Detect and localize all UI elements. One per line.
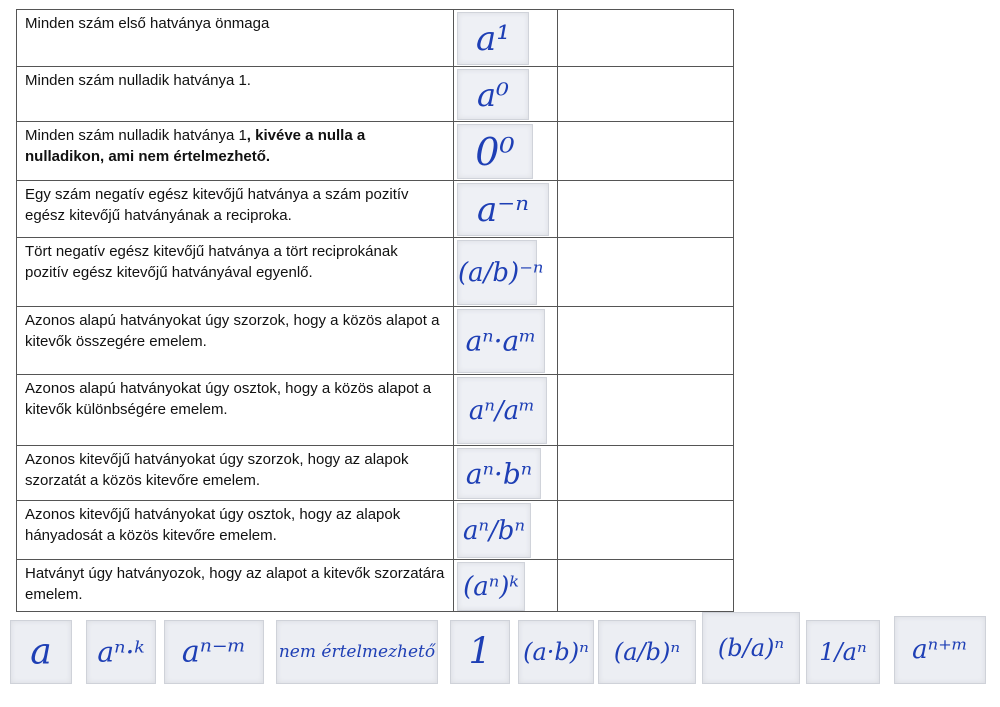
formula-card[interactable] xyxy=(457,240,544,305)
answer-tile[interactable] xyxy=(164,620,264,684)
formula: (a/b)⁻ⁿ xyxy=(458,257,544,288)
answer-drop-zone[interactable] xyxy=(575,375,733,446)
rule-text: Azonos alapú hatványokat úgy osztok, hogy a közös alapot a kitevők különbségére emelem. xyxy=(25,380,432,418)
formula-card[interactable] xyxy=(457,503,531,558)
formula: a⁰ xyxy=(477,75,509,114)
answer-drop-zone[interactable] xyxy=(575,446,733,501)
answer-drop-zone[interactable] xyxy=(575,181,733,238)
tile-label: aⁿ·ᵏ xyxy=(97,635,145,669)
formula-card[interactable] xyxy=(457,69,529,120)
answer-tile[interactable] xyxy=(894,616,986,684)
answer-tile[interactable] xyxy=(10,620,72,684)
table-row xyxy=(17,560,733,611)
formula: a⁻ⁿ xyxy=(477,189,529,230)
matching-table xyxy=(16,9,734,612)
answer-tile[interactable] xyxy=(86,620,156,684)
answer-tile[interactable] xyxy=(806,620,880,684)
formula-card[interactable] xyxy=(457,377,547,444)
tile-label: aⁿ⁺ᵐ xyxy=(912,635,968,665)
tile-label: 1/aⁿ xyxy=(819,638,867,666)
answer-drop-zone[interactable] xyxy=(575,501,733,560)
formula: a¹ xyxy=(476,18,510,59)
answer-tile[interactable] xyxy=(518,620,594,684)
answer-drop-zone[interactable] xyxy=(575,560,733,611)
answer-tile[interactable] xyxy=(450,620,510,684)
answer-tile[interactable] xyxy=(702,612,800,684)
formula: aⁿ·bⁿ xyxy=(465,457,533,490)
formula-card[interactable] xyxy=(457,448,541,499)
answer-drop-zone[interactable] xyxy=(575,10,733,67)
formula-card[interactable] xyxy=(457,124,533,179)
tile-label: a xyxy=(30,631,52,673)
table-row xyxy=(17,181,733,238)
formula-card[interactable] xyxy=(457,309,545,373)
formula-card[interactable] xyxy=(457,12,529,65)
tile-label: 1 xyxy=(468,631,492,673)
rule-text: Azonos kitevőjű hatványokat úgy szorzok, hogy az alapok szorzatát a közös kitevőre emelem. xyxy=(25,451,409,489)
answer-tile[interactable] xyxy=(598,620,696,684)
formula: 0⁰ xyxy=(475,129,515,174)
table-row xyxy=(17,122,733,181)
tile-label: (a·b)ⁿ xyxy=(523,638,589,666)
rule-text: Minden szám nulladik hatványa 1. xyxy=(25,72,251,89)
rule-text: Minden szám első hatványa önmaga xyxy=(25,15,270,32)
formula: aⁿ/aᵐ xyxy=(468,395,536,426)
answer-drop-zone[interactable] xyxy=(575,238,733,307)
table-row xyxy=(17,67,733,122)
tile-label: nem értelmezhető xyxy=(278,642,436,662)
formula: aⁿ·aᵐ xyxy=(465,324,537,358)
tile-label: aⁿ⁻ᵐ xyxy=(181,634,247,670)
rule-text: Azonos kitevőjű hatványokat úgy osztok, hogy az alapok hányadosát a közös kitevőre emelem. xyxy=(25,506,401,544)
answer-tile[interactable] xyxy=(276,620,438,684)
rule-text: Tört negatív egész kitevőjű hatványa a tört reciprokának pozitív egész kitevőjű hatványával egyenlő. xyxy=(25,243,398,281)
answer-drop-zone[interactable] xyxy=(575,307,733,375)
table-row xyxy=(17,238,733,307)
table-row xyxy=(17,446,733,501)
table-row xyxy=(17,10,733,67)
table-row xyxy=(17,307,733,375)
rule-text: Hatványt úgy hatványozok, hogy az alapot a kitevők szorzatára emelem. xyxy=(25,565,445,603)
tile-label: (b/a)ⁿ xyxy=(717,634,785,662)
formula-card[interactable] xyxy=(457,562,525,611)
rule-text: Egy szám negatív egész kitevőjű hatványa a szám pozitív egész kitevőjű hatványának a reciproka. xyxy=(25,186,409,224)
answer-drop-zone[interactable] xyxy=(575,67,733,122)
answer-drop-zone[interactable] xyxy=(575,122,733,181)
table-row xyxy=(17,501,733,560)
rule-text: Minden szám nulladik hatványa 1, kivéve a nulla a nulladikon, ami nem értelmezhető. xyxy=(25,127,366,165)
tile-label: (a/b)ⁿ xyxy=(613,638,681,666)
table-row xyxy=(17,375,733,446)
formula-card[interactable] xyxy=(457,183,549,236)
formula: aⁿ/bⁿ xyxy=(463,515,525,546)
formula: (aⁿ)ᵏ xyxy=(463,571,519,602)
rule-text: Azonos alapú hatványokat úgy szorzok, hogy a közös alapot a kitevők összegére emelem. xyxy=(25,312,440,350)
